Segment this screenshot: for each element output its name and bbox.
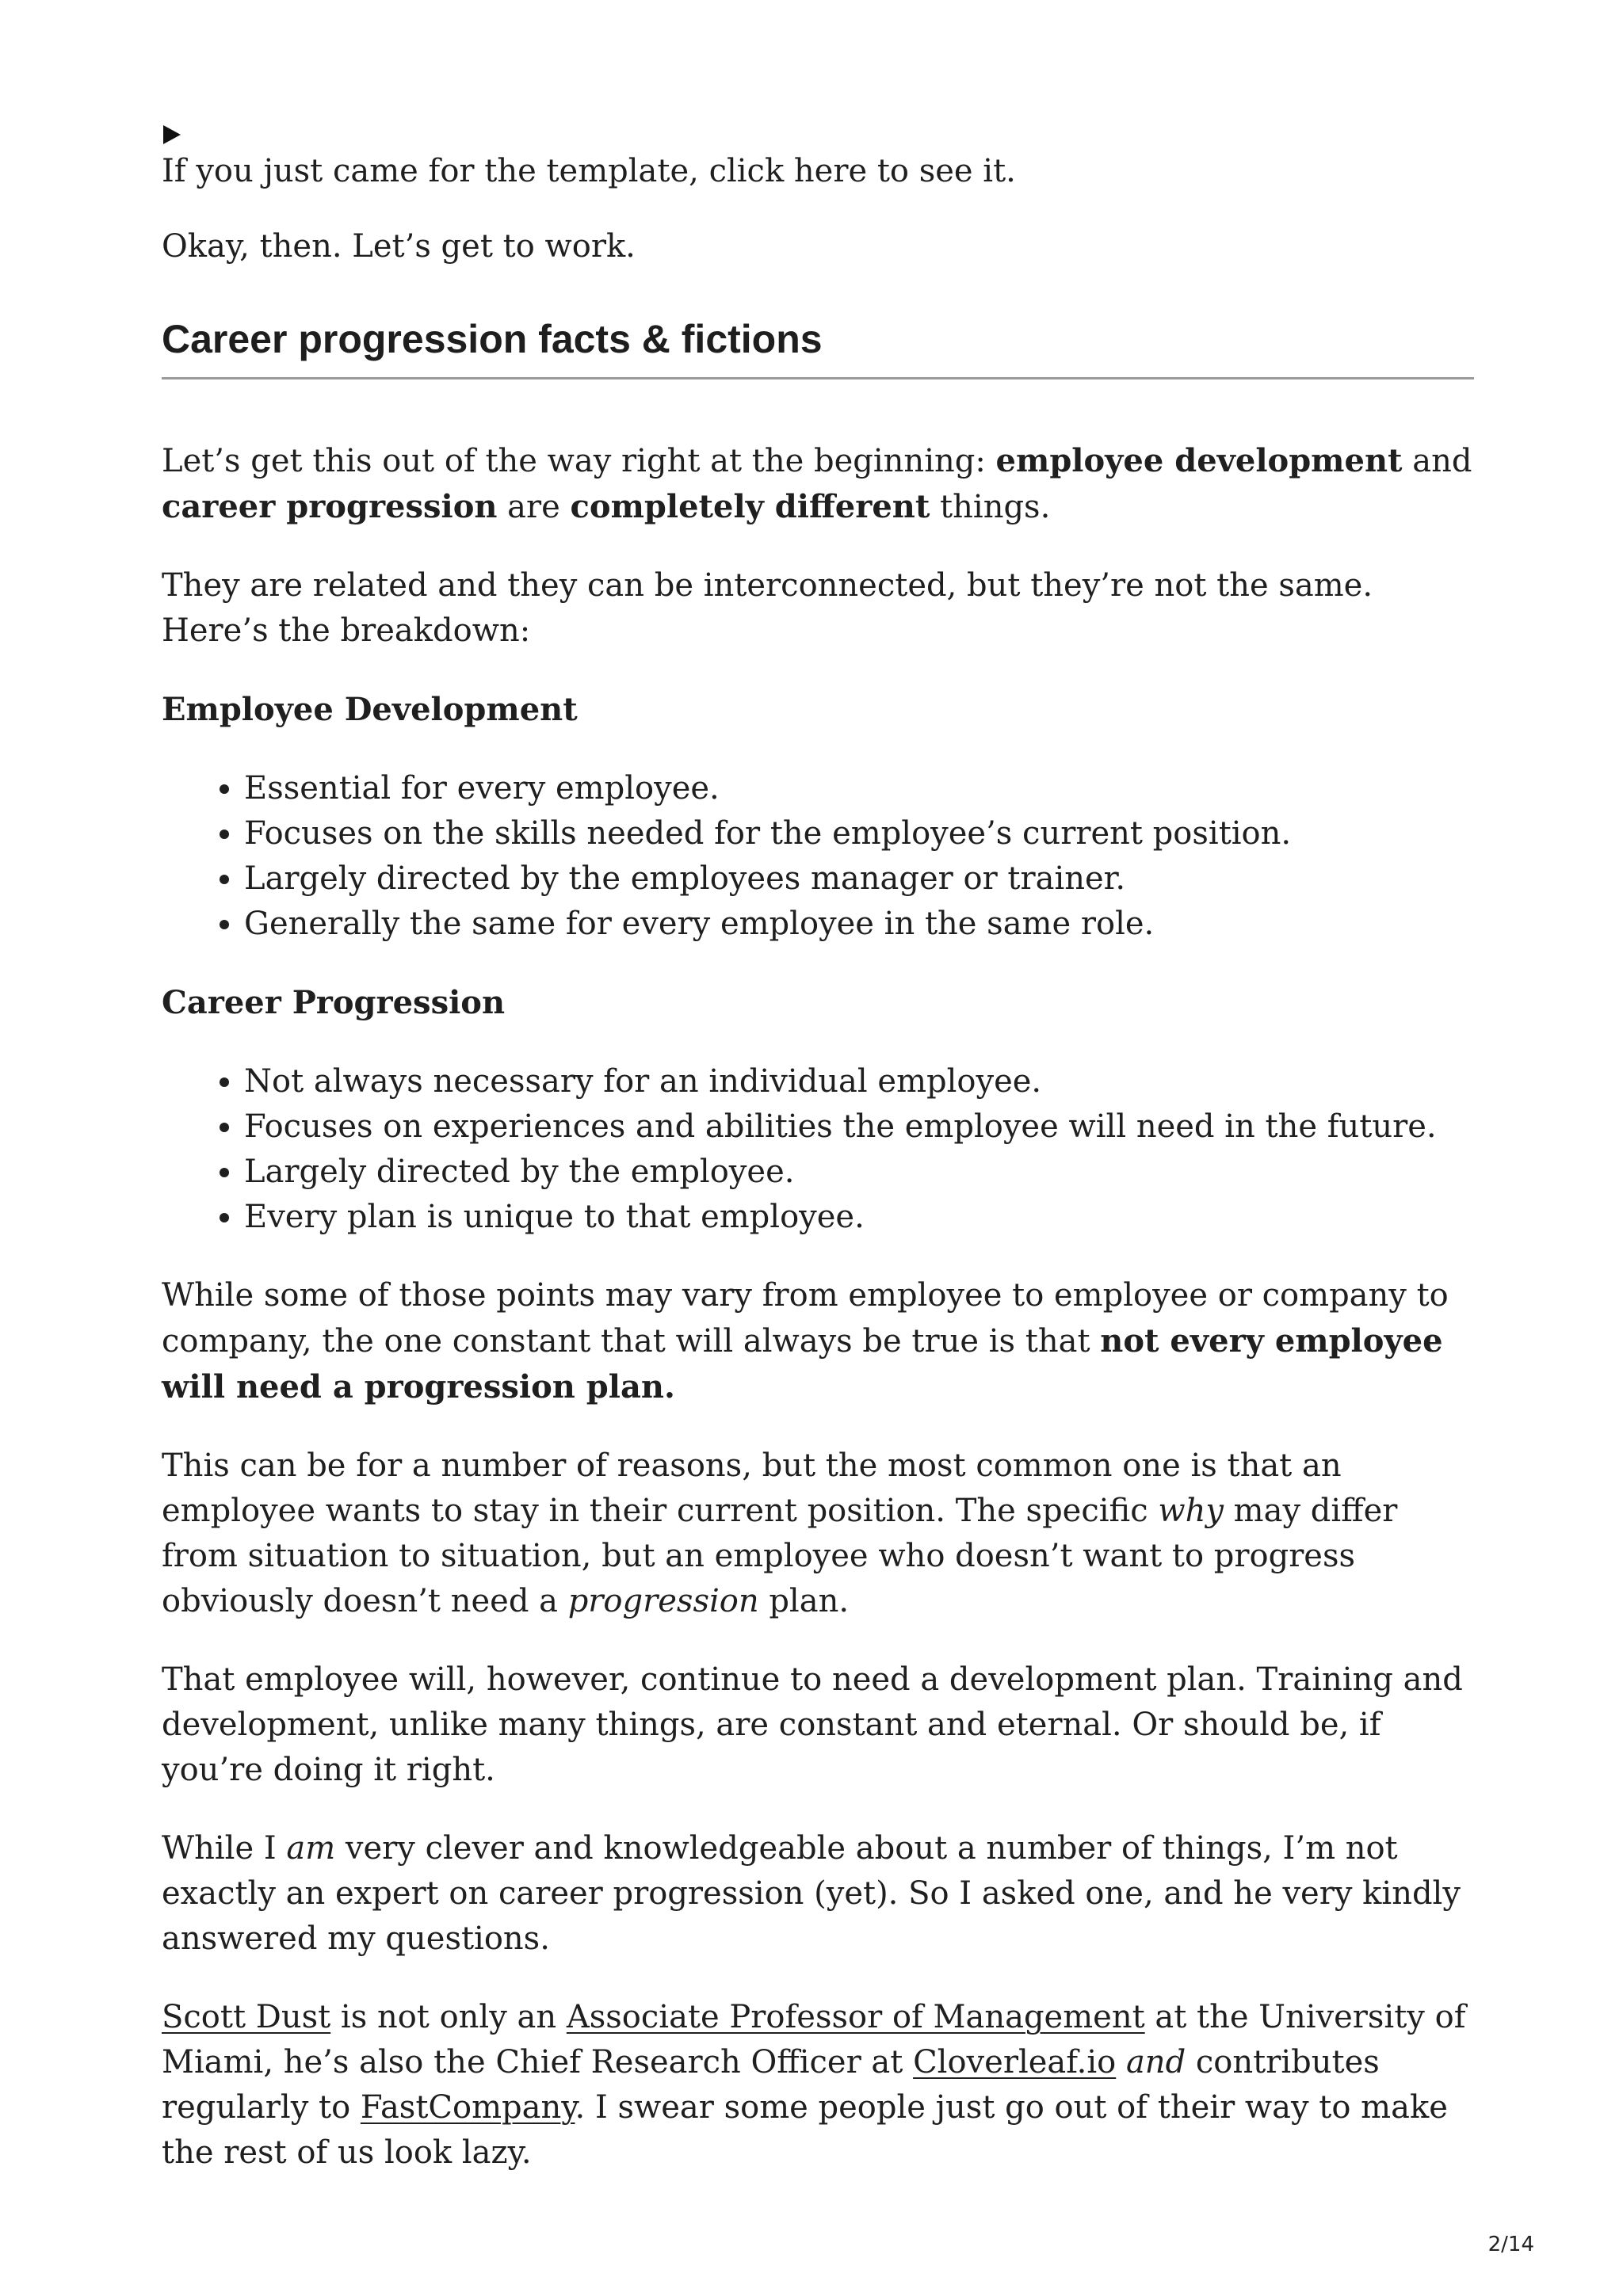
- employee-development-heading-text: Employee Development: [162, 691, 578, 728]
- reasons-paragraph: [162, 1444, 1474, 1624]
- para4-text-2: may differ from situation to situation, but an employee who doesn’t want to progress obviously doesn’t need a: [162, 1493, 1398, 1619]
- list-item: • Essential for every employee.: [244, 766, 1474, 811]
- employee-development-heading: [162, 687, 1474, 733]
- list-item: • Generally the same for every employee in the same role.: [244, 902, 1474, 947]
- para3-text-1: While some of those points may vary from employee to employee or company to company, the one constant that will always be true is that: [162, 1277, 1449, 1360]
- para6-text-1: While I: [162, 1830, 287, 1867]
- expert-paragraph: [162, 1826, 1474, 1962]
- para7-italic-1: and: [1125, 2044, 1186, 2081]
- career-progression-heading-text: Career Progression: [162, 984, 506, 1021]
- para6-italic-1: am: [286, 1830, 336, 1867]
- para7-text-5: . I swear some people just go out of their way to make the rest of us look lazy.: [162, 2089, 1448, 2171]
- list-item: • Largely directed by the employee.: [244, 1150, 1474, 1195]
- para7-text-2: at the University of Miami, he’s also the Chief Research Officer at: [162, 1999, 1466, 2081]
- para4-text-3: plan.: [758, 1583, 850, 1619]
- career-progression-heading: [162, 980, 1474, 1026]
- page-number: 2/14: [1487, 2233, 1534, 2256]
- okay-line: Okay, then. Let’s get to work.: [162, 228, 636, 265]
- list-item: • Largely directed by the employees manager or trainer.: [244, 856, 1474, 902]
- career-progression-list: [162, 1059, 1474, 1240]
- list-item: • Every plan is unique to that employee.: [244, 1195, 1474, 1240]
- intro-paragraph: [162, 438, 1474, 530]
- list-item: • Focuses on the skills needed for the employee’s current position.: [244, 811, 1474, 856]
- list-item: • Not always necessary for an individual employee.: [244, 1059, 1474, 1104]
- para1-bold-1: employee development: [995, 442, 1403, 479]
- development-plan-paragraph: That employee will, however, continue to need a development plan. Training and development, unlike many things, are constant and eternal. Or should be, if you’re doing it right.: [162, 1661, 1463, 1788]
- para1-bold-3: completely different: [570, 488, 930, 525]
- para7-text-3: [1116, 2044, 1126, 2081]
- list-item: • Focuses on experiences and abilities the employee will need in the future.: [244, 1104, 1474, 1150]
- constant-paragraph: [162, 1273, 1474, 1410]
- para1-text-3: are: [497, 489, 571, 525]
- para3-bold-1: not every employee will need a progression plan.: [162, 1322, 1443, 1405]
- fastcompany-link[interactable]: FastCompany: [360, 2089, 575, 2126]
- disclosure-triangle-icon[interactable]: [163, 125, 181, 144]
- para4-italic-2: progression: [567, 1583, 759, 1619]
- para1-text-4: things.: [930, 489, 1051, 525]
- para1-text-1: Let’s get this out of the way right at the beginning:: [162, 443, 996, 479]
- employee-development-list: [162, 766, 1474, 947]
- scott-dust-paragraph: [162, 1995, 1474, 2176]
- template-note[interactable]: If you just came for the template, click here to see it.: [162, 153, 1016, 189]
- document-page: [162, 119, 1474, 2176]
- para4-text-1: This can be for a number of reasons, but the most common one is that an employee wants to stay in their current position. The specific: [162, 1447, 1342, 1529]
- para7-text-4: contributes regularly to: [162, 2044, 1380, 2126]
- para4-italic-1: why: [1158, 1493, 1224, 1529]
- para6-text-2: very clever and knowledgeable about a number of things, I’m not exactly an expert on career progression (yet). So I asked one, and he very kindly answered my questions.: [162, 1830, 1461, 1957]
- para7-text-1: is not only an: [330, 1999, 567, 2035]
- para1-bold-2: career progression: [162, 488, 498, 525]
- breakdown-paragraph: They are related and they can be interconnected, but they’re not the same. Here’s the breakdown:: [162, 567, 1373, 649]
- para1-text-2: and: [1402, 443, 1472, 479]
- cloverleaf-link[interactable]: Cloverleaf.io: [913, 2044, 1117, 2081]
- scott-dust-link[interactable]: Scott Dust: [162, 1999, 331, 2035]
- associate-professor-link[interactable]: Associate Professor of Management: [566, 1999, 1145, 2035]
- section-heading: Career progression facts & fictions: [162, 315, 1474, 379]
